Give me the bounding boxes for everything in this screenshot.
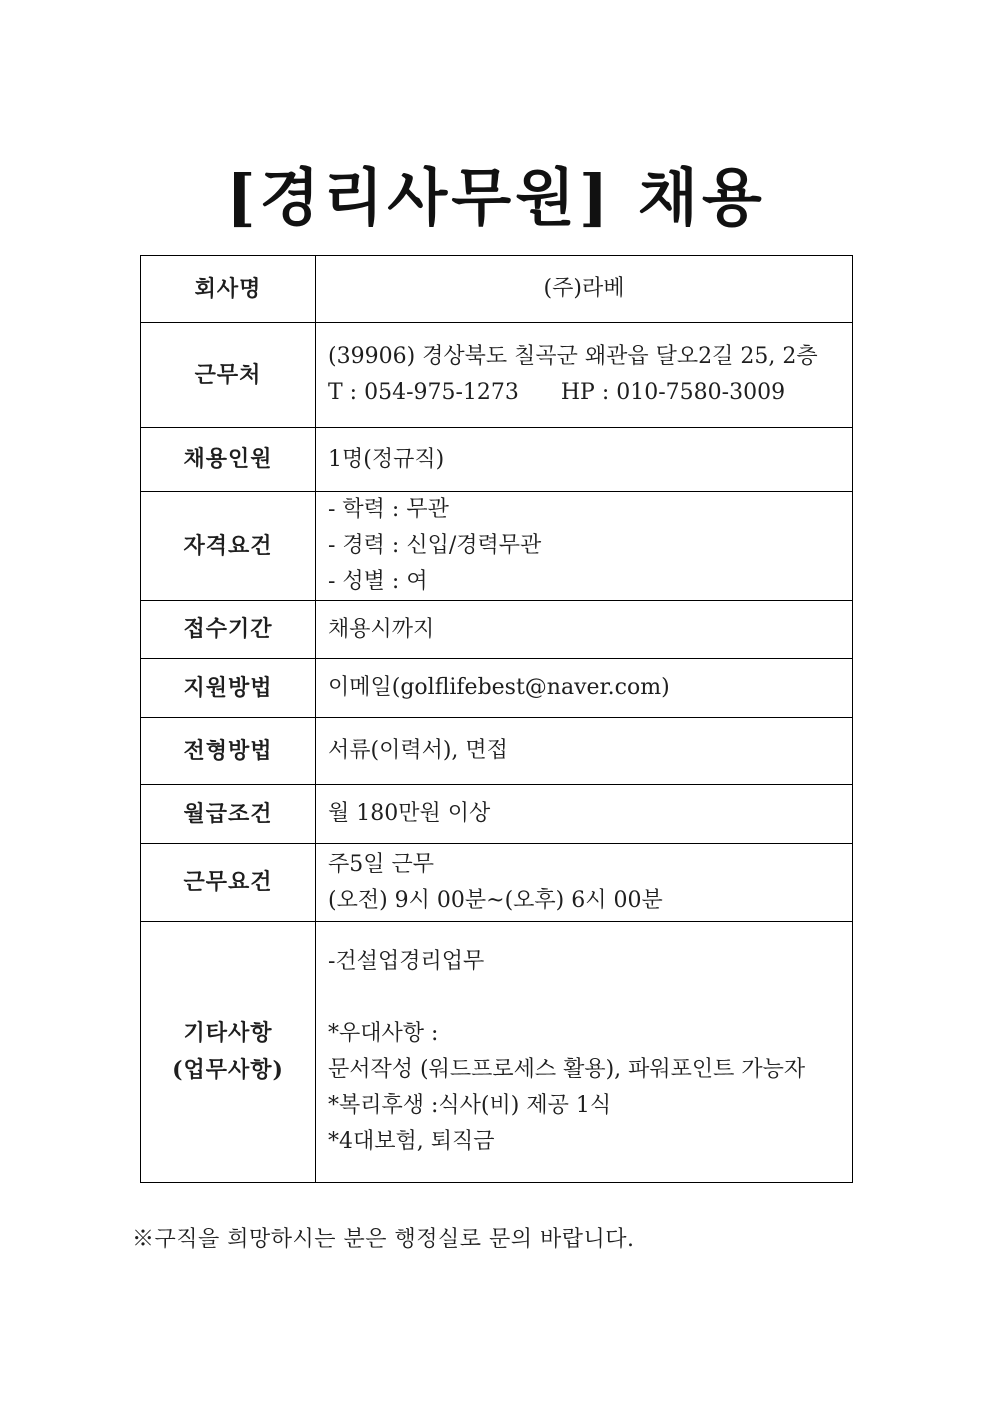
value-line: (39906) 경상북도 칠곡군 왜관읍 달오2길 25, 2층 <box>328 344 818 369</box>
row-value <box>316 844 852 921</box>
row-value <box>316 601 852 658</box>
row-label-text: 근무요건 <box>183 869 273 895</box>
row-label-text: (업무사항) <box>172 1057 284 1083</box>
row-label-text: 전형방법 <box>183 737 273 764</box>
row-label-text: 자격요건 <box>183 532 273 559</box>
row-label-text: 회사명 <box>194 275 262 302</box>
value-line: T : 054-975-1273 HP : 010-7580-3009 <box>328 380 786 405</box>
row-label <box>141 785 316 843</box>
row-value <box>316 428 852 491</box>
table-row-company-name <box>141 256 852 323</box>
value-line: (오전) 9시 00분~(오후) 6시 00분 <box>328 887 663 913</box>
table-row-qualifications <box>141 492 852 601</box>
footnote: ※구직을 희망하시는 분은 행정실로 문의 바랍니다. <box>132 1227 635 1252</box>
value-line: 이메일(golflifebest@naver.com) <box>328 675 670 700</box>
value-line: (주)라베 <box>543 276 625 301</box>
value-line <box>328 980 840 1016</box>
value-line: 1명(정규직) <box>328 446 445 472</box>
value-line: *우대사항 : <box>328 1021 439 1046</box>
table-row-other-details <box>141 922 852 1182</box>
row-value <box>316 718 852 784</box>
table-row-salary <box>141 785 852 844</box>
row-value <box>316 659 852 717</box>
row-label-text: 근무처 <box>194 361 262 388</box>
value-line: 주5일 근무 <box>328 851 434 877</box>
row-label <box>141 659 316 717</box>
row-label <box>141 601 316 658</box>
value-line: *4대보험, 퇴직금 <box>328 1129 495 1154</box>
value-line: - 경력 : 신입/경력무관 <box>328 533 542 558</box>
row-label-text: 접수기간 <box>183 616 273 642</box>
row-value <box>316 922 852 1182</box>
row-label <box>141 256 316 322</box>
row-label <box>141 492 316 600</box>
value-line: - 학력 : 무관 <box>328 497 449 522</box>
row-label <box>141 844 316 921</box>
row-label-text: 지원방법 <box>183 674 273 701</box>
row-value <box>316 785 852 843</box>
table-row-application-period <box>141 601 852 659</box>
value-line: 문서작성 (워드프로세스 활용), 파워포인트 가능자 <box>328 1057 806 1082</box>
page-title: [경리사무원] 채용 <box>226 161 766 234</box>
table-row-screening-method <box>141 718 852 785</box>
row-label-text: 기타사항 <box>183 1020 273 1046</box>
value-line: 월 180만원 이상 <box>328 801 491 826</box>
row-label-text: 채용인원 <box>183 446 273 472</box>
row-label <box>141 428 316 491</box>
row-label-text: 월급조건 <box>183 800 273 827</box>
table-row-workplace <box>141 323 852 428</box>
row-value <box>316 256 852 322</box>
table-row-how-to-apply <box>141 659 852 718</box>
value-line: 서류(이력서), 면접 <box>328 738 508 763</box>
value-line: - 성별 : 여 <box>328 569 428 594</box>
job-posting-table <box>140 255 853 1183</box>
row-label <box>141 718 316 784</box>
value-line: -건설업경리업무 <box>328 949 485 974</box>
row-value <box>316 492 852 600</box>
row-label <box>141 323 316 427</box>
row-label <box>141 922 316 1182</box>
value-line: 채용시까지 <box>328 616 435 642</box>
row-value <box>316 323 852 427</box>
table-row-work-conditions <box>141 844 852 922</box>
value-line: *복리후생 :식사(비) 제공 1식 <box>328 1093 612 1118</box>
table-row-headcount <box>141 428 852 492</box>
